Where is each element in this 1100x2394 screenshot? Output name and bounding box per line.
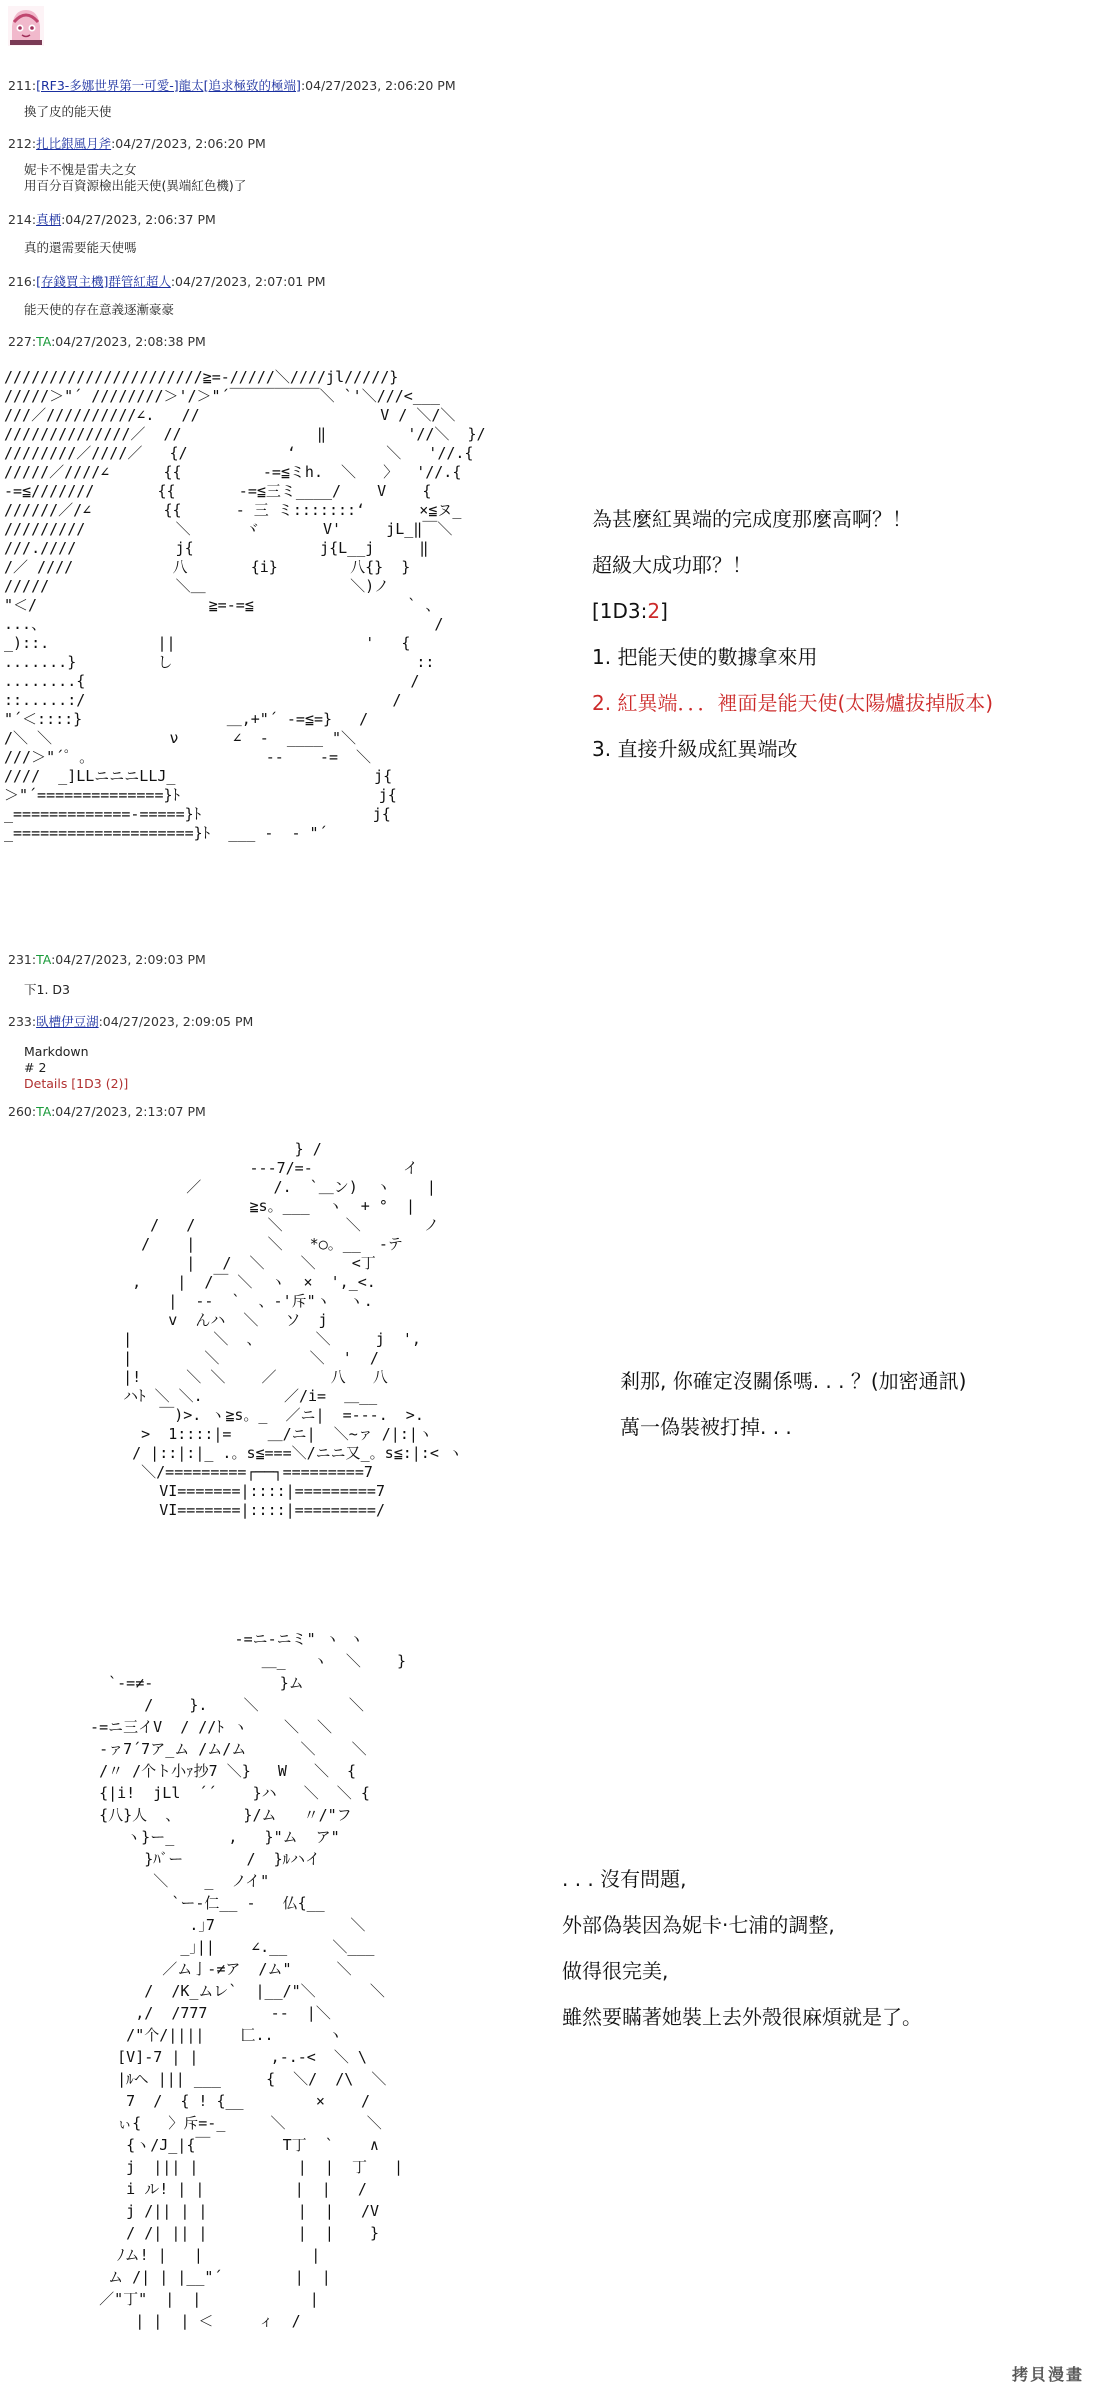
post-header-212 bbox=[8, 134, 266, 152]
story-line: . . . 沒有問題, bbox=[562, 1867, 687, 1891]
post-number: 214: bbox=[8, 212, 37, 227]
story-line: 雖然要瞞著她裝上去外殼很麻煩就是了。 bbox=[562, 2005, 922, 2029]
post-number: 211: bbox=[8, 78, 37, 93]
post-body-233-markdown: Markdown bbox=[24, 1044, 89, 1059]
post-body-233-heading: # 2 bbox=[24, 1060, 47, 1075]
post-body-212: 妮卡不愧是雷夫之女 用百分百資源檢出能天使(異端紅色機)了 bbox=[24, 162, 247, 193]
post-author-link[interactable]: 真栖 bbox=[36, 212, 62, 227]
post-number: 227: bbox=[8, 334, 37, 349]
post-header-214 bbox=[8, 210, 216, 228]
post-time: :04/27/2023, 2:09:03 PM bbox=[51, 952, 206, 967]
post-time: :04/27/2023, 2:06:20 PM bbox=[111, 136, 266, 151]
post-time: :04/27/2023, 2:08:38 PM bbox=[51, 334, 206, 349]
post-header-260 bbox=[8, 1104, 206, 1119]
post-header-227 bbox=[8, 334, 206, 349]
post-time: :04/27/2023, 2:06:20 PM bbox=[300, 78, 456, 93]
post-time: :04/27/2023, 2:06:37 PM bbox=[61, 212, 216, 227]
post-header-233 bbox=[8, 1012, 253, 1030]
post-body-211: 換了皮的能天使 bbox=[24, 104, 112, 119]
ascii-art-3: -=ニ-ニミ" ヽ ヽ ＿_ ヽ ＼ } `-=≠- }ム / }. ＼ ＼ -=ニ三イV / //ﾄ ヽ ＼ ＼ ‐ァ7´7ア_ム /ム/ム ＼ ＼ /〃 /个ト小ｧ抄7 ＼} W ＼ { {|i! jLl ´´ }ハ ＼ ＼ { {八}人 、 }/ム 〃/"フ ヽ}ー_ , }"ム ア" }ﾊﾞー / }ﾙハイ ＼ _ ノイ" `ー-仁__ - 仏{__ .｣7 ＼ _｣|| ∠.__ ＼___ ／ム亅-≠ア /ム" ＼ / /K_ムレ` |__/"＼ ＼ ,/ /777 ‐‐ |＼ /"个/|||| 匚.. ヽ [V]-7 | | ,-.-< ＼ \ |ﾙヘ ||| ___ { ＼/ /\ ＼ 7 / { ! {__ × / ぃ{ 〉斥=-_ ＼ ＼ {ヽ/J_|{￣ T丁 ` ∧ j ||| | | | 丁 | i ル! | | | | / j /|| | | | | /V / /| || | | | } ﾉム! | | | ム /| | |__"´ | | ／"丁" | | | | | | ＜ ィ / bbox=[90, 1630, 406, 2330]
story-block-2 bbox=[620, 1358, 966, 1450]
post-time: :04/27/2023, 2:13:07 PM bbox=[51, 1104, 206, 1119]
post-number: 212: bbox=[8, 136, 37, 151]
post-author-link[interactable]: [RF3-多娜世界第一可愛-]龍太[追求極致的極端] bbox=[36, 78, 301, 93]
post-body-216: 能天使的存在意義逐漸豪豪 bbox=[24, 302, 175, 317]
story-line: 萬一偽裝被打掉. . . bbox=[620, 1415, 792, 1439]
post-number: 216: bbox=[8, 274, 37, 289]
post-number: 260: bbox=[8, 1104, 37, 1119]
post-number: 233: bbox=[8, 1014, 37, 1029]
dice-roll-line bbox=[592, 588, 993, 634]
dice-roll-result: 2 bbox=[647, 599, 661, 623]
option-2-selected: 2. 紅異端．．．裡面是能天使(太陽爐拔掉版本) bbox=[592, 691, 994, 715]
post-author-link[interactable]: 臥槽伊豆湖 bbox=[36, 1014, 99, 1029]
story-line: 做得很完美, bbox=[562, 1959, 669, 1983]
story-block-3 bbox=[562, 1856, 922, 2040]
post-time: :04/27/2023, 2:09:05 PM bbox=[98, 1014, 254, 1029]
post-author-ta: TA bbox=[36, 334, 52, 349]
post-author-link[interactable]: 扎比銀風月斧 bbox=[36, 136, 112, 151]
story-line: 剎那, 你確定沒關係嗎. . . ？(加密通訊) bbox=[620, 1369, 967, 1393]
story-line: 超級大成功耶？！ bbox=[592, 553, 752, 577]
avatar bbox=[8, 6, 44, 46]
dice-roll-suffix: ] bbox=[660, 599, 668, 623]
details-toggle[interactable]: Details [1D3 (2)] bbox=[24, 1076, 129, 1091]
post-header-211 bbox=[8, 76, 456, 94]
watermark-text: 拷貝漫畫 bbox=[1012, 2365, 1085, 2384]
story-block-1 bbox=[592, 496, 993, 772]
option-1: 1. 把能天使的數據拿來用 bbox=[592, 645, 818, 669]
dice-roll-prefix: [1D3: bbox=[592, 599, 648, 623]
post-number: 231: bbox=[8, 952, 37, 967]
post-body-214: 真的還需要能天使嗎 bbox=[24, 240, 137, 255]
post-header-231 bbox=[8, 952, 206, 967]
avatar-image bbox=[8, 6, 44, 46]
story-line: 外部偽裝因為妮卡·七浦的調整, bbox=[562, 1913, 835, 1937]
post-header-216 bbox=[8, 272, 326, 290]
ascii-art-2: } / ‐--7/=- イ ／ /. `＿ン) ヽ | ≧s。___ ヽ + ° | / / ＼ ＼ ノ / | ＼ *○。__ -テ | / ＼ ＼ <丁 , | /￣ ＼ ヽ × ',_<. | ‐- ` 、-'斥"ヽ ヽ. v んハ ＼ ソ j | ＼ 、 ＼ j ', | ＼ ＼ ' / |! ＼ ＼ ／ 八 八 ハﾄ ＼ ＼. ／/i= ＿__ ￣)>. ヽ≧s。_ ／ニ| =--‐. >. > 1::::|= ＿/ニ| ＼~ァ /|:|ヽ / |::|:|_ .。s≦===＼/ニニ又_。s≦:|:< ヽ ＼/=========┌──┐=========7 VI=======|::::|=========7 VI=======|::::|=========/ bbox=[123, 1140, 463, 1519]
post-author-ta: TA bbox=[36, 952, 52, 967]
option-3: 3. 直接升級成紅異端改 bbox=[592, 737, 798, 761]
post-time: :04/27/2023, 2:07:01 PM bbox=[170, 274, 326, 289]
post-author-link[interactable]: [存錢買主機]群管紅超人 bbox=[36, 274, 171, 289]
post-body-231: 下1. D3 bbox=[24, 982, 70, 997]
post-author-ta: TA bbox=[36, 1104, 52, 1119]
story-line: 為甚麼紅異端的完成度那麼高啊？！ bbox=[592, 507, 912, 531]
ascii-art-1: //////////////////////≧=-/////＼////jl/////} /////＞"´ ////////＞'/＞"´￣￣￣￣￣￣＼ `'＼///<___ ///／//////////∠. // V / ＼/＼ //////////////／ // ‖ '//＼ }/ ////////／////／ {/ ‘ ＼ '//.{ /////／////∠ {{ -=≦ミh. ＼ 〉 '//.{ -=≦/////// {{ -=≦三ミ____/ V { //////／/∠ {{ ‐ 三 ミ:::::::‘ ×≦ヌ_ ///////// ＼ ヾ V' jL_‖￣＼ ///.//// j{ j{L__j ‖ /／ //// 八 {i} 八{} } ///// ＼＿ ＼)ノ "＜/ ≧=-=≦ ` 、 ...、 / _)::. || ' { .......} し :: ........{ / ::.....:/ / "´＜::::} ＿,+"´ -=≦=} / /＼ ＼ ν ∠ ‐ ____ "＼ ///＞"´゜。 ‐- -= ＼ //// _]LLニニニLLJ_ j{ ＞"´==============}ﾄ j{ _=============-=====}ﾄ j{ _====================}ﾄ ___ ‐ ‐ "´ bbox=[4, 368, 486, 842]
